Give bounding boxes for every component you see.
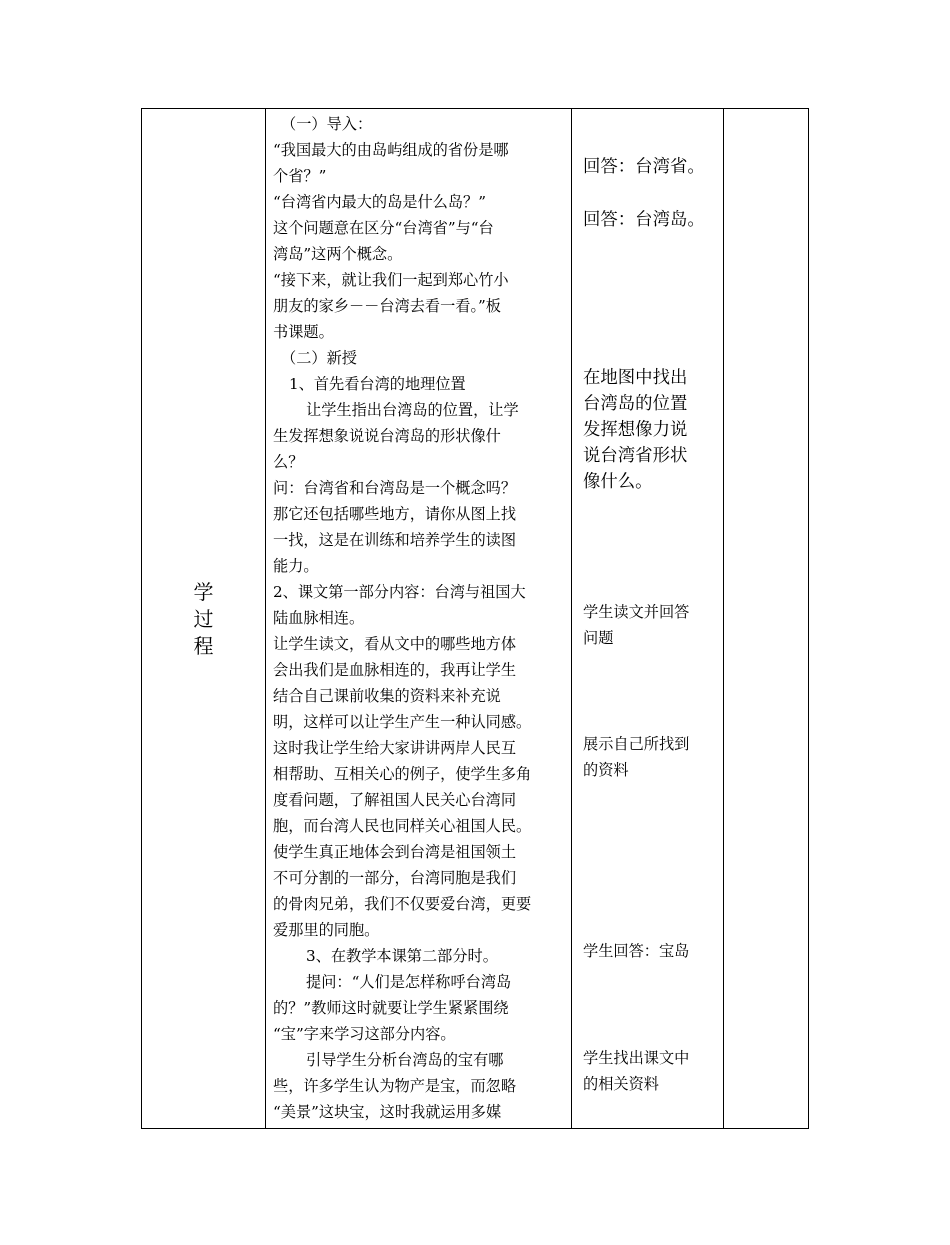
teacher-line: 使学生真正地体会到台湾是祖国领土 bbox=[273, 843, 516, 861]
teacher-line: 湾岛”这两个概念。 bbox=[273, 245, 403, 263]
student-response bbox=[583, 365, 723, 495]
teacher-line: 的？”教师这时就要让学生紧紧围绕 bbox=[273, 999, 509, 1017]
student-line: 像什么。 bbox=[583, 472, 653, 492]
teacher-line: 问：台湾省和台湾岛是一个概念吗？ bbox=[273, 479, 516, 497]
column-divider bbox=[571, 109, 572, 1128]
teacher-line: （二）新授 bbox=[281, 349, 357, 367]
teacher-line: 让学生指出台湾岛的位置，让学 bbox=[306, 401, 519, 419]
teacher-line: 引导学生分析台湾岛的宝有哪 bbox=[306, 1051, 504, 1069]
student-response bbox=[583, 154, 723, 180]
teacher-line: 这个问题意在区分“台湾省”与“台 bbox=[273, 219, 494, 237]
student-line: 的相关资料 bbox=[583, 1075, 659, 1093]
section-label bbox=[142, 579, 265, 660]
teacher-line: 的骨肉兄弟，我们不仅要爱台湾，更要 bbox=[273, 895, 532, 913]
teacher-line: 那它还包括哪些地方，请你从图上找 bbox=[273, 505, 516, 523]
teacher-line: 3、在教学本课第二部分时。 bbox=[306, 947, 498, 965]
student-line: 的资料 bbox=[583, 761, 629, 779]
teacher-line: 相帮助、互相关心的例子，使学生多角 bbox=[273, 765, 532, 783]
student-response bbox=[583, 207, 723, 233]
teacher-line: 么？ bbox=[273, 453, 304, 471]
teacher-line: “美景”这块宝，这时我就运用多媒 bbox=[273, 1103, 502, 1121]
student-line: 说台湾省形状 bbox=[583, 446, 688, 466]
teacher-line: 能力。 bbox=[273, 557, 319, 575]
teacher-line: 生发挥想象说说台湾岛的形状像什 bbox=[273, 427, 501, 445]
teacher-line: 个省？” bbox=[273, 167, 327, 185]
section-label-char: 过 bbox=[193, 607, 214, 631]
teacher-line: （一）导入： bbox=[281, 115, 373, 133]
teacher-line: 胞，而台湾人民也同样关心祖国人民。 bbox=[273, 817, 532, 835]
teacher-line: 不可分割的一部分，台湾同胞是我们 bbox=[273, 869, 516, 887]
teacher-line: 结合自己课前收集的资料来补充说 bbox=[273, 687, 501, 705]
teacher-activity-column bbox=[273, 111, 565, 1125]
teacher-line: 些，许多学生认为物产是宝，而忽略 bbox=[273, 1077, 516, 1095]
section-label-char: 学 bbox=[193, 580, 214, 604]
student-response bbox=[583, 1045, 723, 1097]
teacher-line: 书课题。 bbox=[273, 323, 334, 341]
teacher-line: 度看问题，了解祖国人民关心台湾同 bbox=[273, 791, 516, 809]
student-response bbox=[583, 938, 723, 964]
student-line: 回答：台湾岛。 bbox=[583, 210, 705, 230]
student-line: 回答：台湾省。 bbox=[583, 157, 705, 177]
teacher-line: 提问：“人们是怎样称呼台湾岛 bbox=[306, 973, 512, 991]
teacher-line: 让学生读文，看从文中的哪些地方体 bbox=[273, 635, 516, 653]
teacher-line: “宝”字来学习这部分内容。 bbox=[273, 1025, 456, 1043]
column-divider bbox=[723, 109, 724, 1128]
student-line: 学生回答：宝岛 bbox=[583, 942, 690, 960]
teacher-line: 陆血脉相连。 bbox=[273, 609, 365, 627]
student-response bbox=[583, 599, 723, 651]
column-divider bbox=[265, 109, 266, 1128]
student-line: 学生读文并回答 bbox=[583, 603, 690, 621]
student-line: 发挥想像力说 bbox=[583, 420, 688, 440]
teacher-line: 明，这样可以让学生产生一种认同感。 bbox=[273, 713, 532, 731]
teacher-line: 2、课文第一部分内容：台湾与祖国大 bbox=[273, 583, 526, 601]
student-line: 学生找出课文中 bbox=[583, 1049, 690, 1067]
lesson-table bbox=[141, 108, 809, 1129]
student-line: 在地图中找出 bbox=[583, 368, 688, 388]
section-label-char: 程 bbox=[193, 634, 214, 658]
student-response bbox=[583, 731, 723, 783]
teacher-line: “接下来，就让我们一起到郑心竹小 bbox=[273, 271, 509, 289]
teacher-line: 这时我让学生给大家讲讲两岸人民互 bbox=[273, 739, 516, 757]
student-line: 问题 bbox=[583, 629, 614, 647]
student-line: 台湾岛的位置 bbox=[583, 394, 688, 414]
teacher-line: “我国最大的由岛屿组成的省份是哪 bbox=[273, 141, 509, 159]
teacher-line: 爱那里的同胞。 bbox=[273, 921, 380, 939]
teacher-line: “台湾省内最大的岛是什么岛？” bbox=[273, 193, 486, 211]
teacher-line: 会出我们是血脉相连的，我再让学生 bbox=[273, 661, 516, 679]
teacher-line: 朋友的家乡－－台湾去看一看。”板 bbox=[273, 297, 501, 315]
teacher-line: 1、首先看台湾的地理位置 bbox=[289, 375, 466, 393]
teacher-line: 一找，这是在训练和培养学生的读图 bbox=[273, 531, 516, 549]
student-line: 展示自己所找到 bbox=[583, 735, 690, 753]
